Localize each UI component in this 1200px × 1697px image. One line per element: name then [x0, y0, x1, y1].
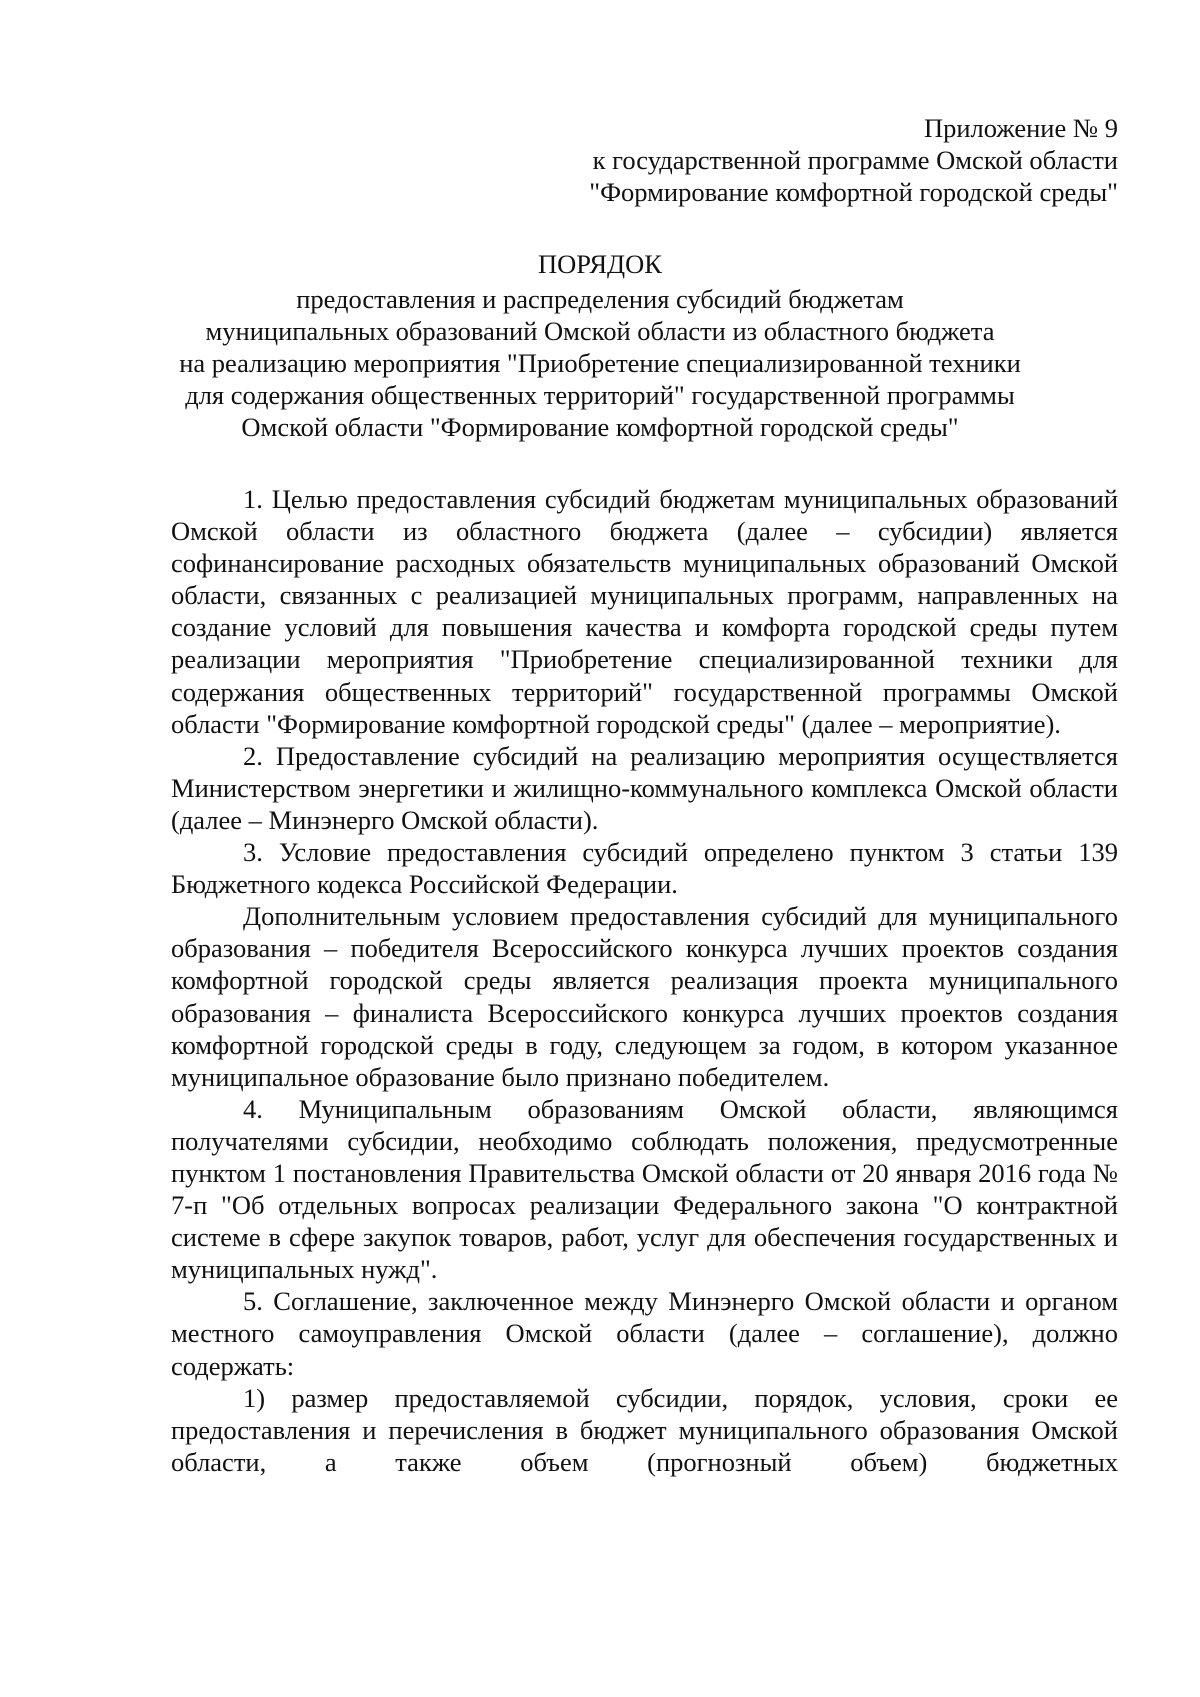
- document-subtitle-line: муниципальных образований Омской области из областного бюджета: [205, 316, 995, 346]
- appendix-program-ref: к государственной программе Омской области: [592, 145, 1118, 175]
- appendix-program-name: "Формирование комфортной городской среды": [589, 177, 1118, 207]
- paragraph-3-additional: Дополнительным условием предоставления субсидий для муниципального образования – победителя Всероссийского конкурса лучших проектов создания комфортной городской среды является реализация проекта муниципального образования – финалиста Всероссийского конкурса лучших проектов создания комфортной городской среды в году, следующем за годом, в котором указанное муниципальное образование было признано победителем.: [171, 901, 1118, 1092]
- paragraph-1: 1. Целью предоставления субсидий бюджетам муниципальных образований Омской области из областного бюджета (далее – субсидии) является софинансирование расходных обязательств муниципальных образований Омской области, связанных с реализацией муниципальных программ, направленных на создание условий для повышения качества и комфорта городской среды путем реализации мероприятия "Приобретение специализированной техники для содержания общественных территорий" государственной программы Омской области "Формирование комфортной городской среды" (далее – мероприятие).: [171, 484, 1118, 739]
- document-title: ПОРЯДОК: [538, 249, 662, 279]
- appendix-number: Приложение № 9: [923, 113, 1118, 143]
- paragraph-5: 5. Соглашение, заключенное между Минэнерго Омской области и органом местного самоуправления Омской области (далее – соглашение), должно содержать:: [171, 1286, 1118, 1381]
- document-subtitle-line: предоставления и распределения субсидий бюджетам: [296, 284, 904, 314]
- appendix-header: [478, 112, 1118, 208]
- paragraph-4: 4. Муниципальным образованиям Омской области, являющимся получателями субсидии, необходимо соблюдать положения, предусмотренные пунктом 1 постановления Правительства Омской области от 20 января 2016 года № 7-п "Об отдельных вопросах реализации Федерального закона "О контрактной системе в сфере закупок товаров, работ, услуг для обеспечения государственных и муниципальных нужд".: [171, 1093, 1118, 1285]
- paragraph-2: 2. Предоставление субсидий на реализацию мероприятия осуществляется Министерством энергетики и жилищно-коммунального комплекса Омской области (далее – Минэнерго Омской области).: [171, 740, 1118, 835]
- document-subtitle-line: на реализацию мероприятия "Приобретение специализированной техники: [179, 348, 1021, 378]
- document-title-block: [100, 248, 1100, 443]
- document-subtitle-line: Омской области "Формирование комфортной городской среды": [241, 412, 959, 442]
- paragraph-5-item-1: 1) размер предоставляемой субсидии, порядок, условия, сроки ее предоставления и перечисления в бюджет муниципального образования Омской области, а также объем (прогнозный объем) бюджетных: [171, 1382, 1118, 1477]
- document-body: [171, 483, 1118, 1478]
- paragraph-3: 3. Условие предоставления субсидий определено пунктом 3 статьи 139 Бюджетного кодекса Российской Федерации.: [171, 837, 1118, 900]
- document-subtitle-line: для содержания общественных территорий" государственной программы: [185, 380, 1015, 410]
